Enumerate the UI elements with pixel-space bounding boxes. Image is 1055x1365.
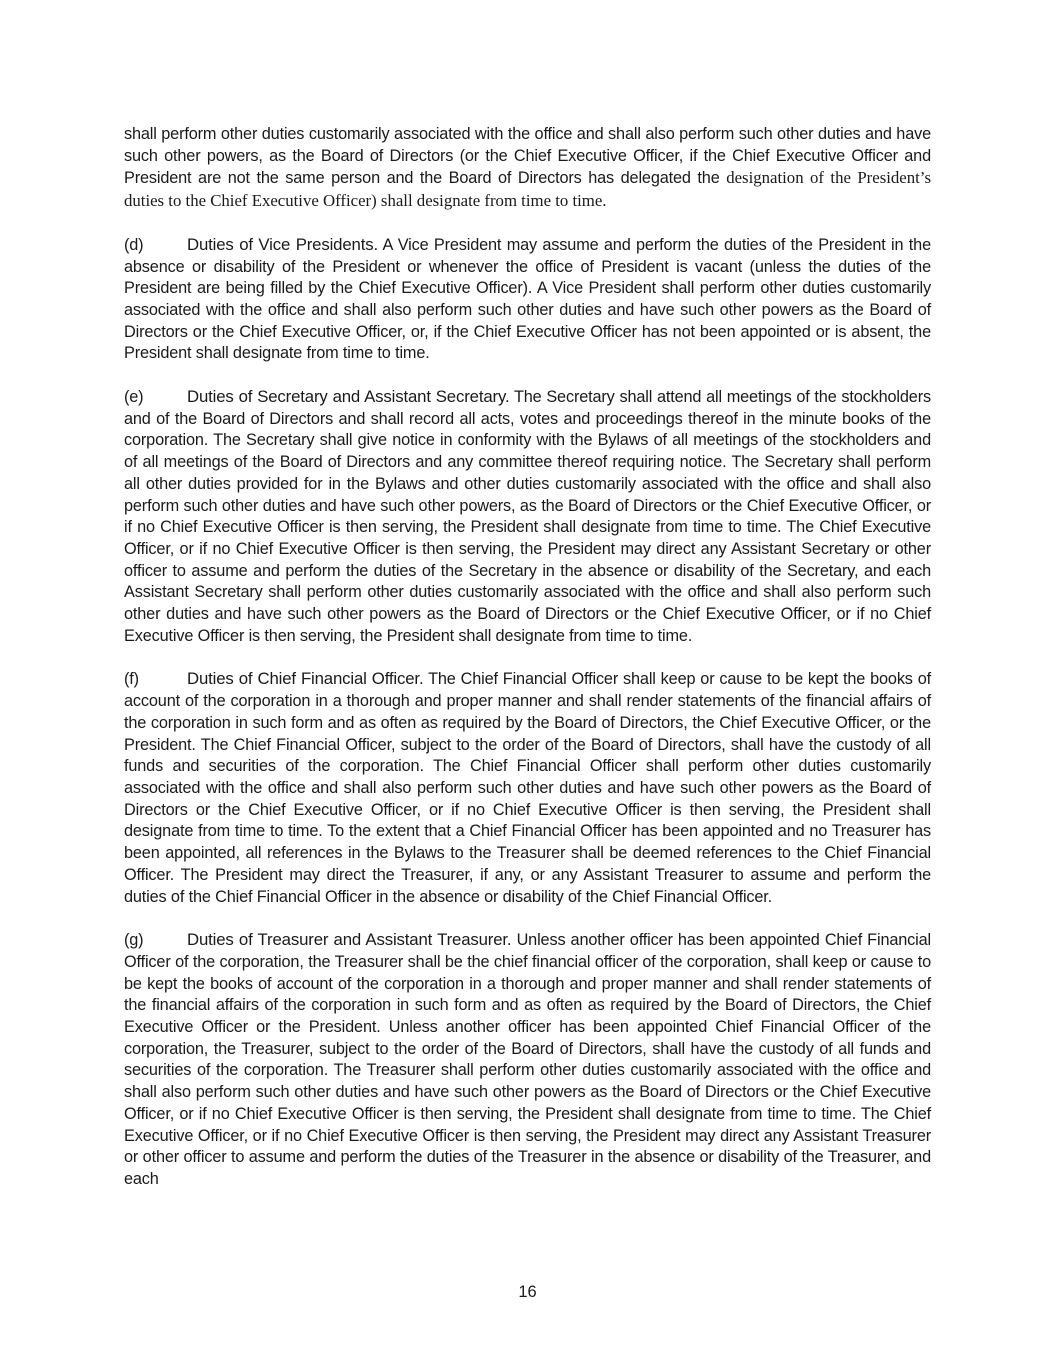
section-e bbox=[124, 386, 931, 647]
section-heading: Duties of Secretary and Assistant Secretary. bbox=[187, 387, 510, 407]
section-d bbox=[124, 234, 931, 365]
continuation-tail: designation of the President’s duties to the Chief Executive Officer) shall designate from time to time. bbox=[124, 168, 931, 211]
section-heading: Duties of Chief Financial Officer. bbox=[187, 669, 424, 689]
continuation-text: shall perform other duties customarily associated with the office and shall also perform such other duties and have such other powers, as the Board of Directors (or the Chief Executive Officer, if the Chief Executive Officer and President are not the same person and the Board of Directors has delegated the bbox=[124, 125, 931, 188]
section-body: Unless another officer has been appointed Chief Financial Officer of the corporation, the Treasurer shall be the chief financial officer of the corporation, shall keep or cause to be kept the books of account of the corporation in a thorough and proper manner and shall render statements of the financial affairs of the corporation in such form and as often as required by the Board of Directors, the Chief Executive Officer or the President. Unless another officer has been appointed Chief Financial Officer of the corporation, the Treasurer, subject to the order of the Board of Directors, shall have the custody of all funds and securities of the corporation. The Treasurer shall perform other duties customarily associated with the office and shall also perform such other duties and have such other powers as the Board of Directors or the Chief Executive Officer, or if no Chief Executive Officer is then serving, the President shall designate from time to time. The Chief Executive Officer, or if no Chief Executive Officer is then serving, the President may direct any Assistant Treasurer or other officer to assume and perform the duties of the Treasurer in the absence or disability of the Treasurer, and each bbox=[124, 931, 931, 1188]
section-label: (g) bbox=[124, 931, 144, 950]
section-label: (e) bbox=[124, 388, 144, 407]
section-f bbox=[124, 668, 931, 908]
section-heading: Duties of Treasurer and Assistant Treasurer. bbox=[187, 930, 512, 950]
section-body: The Secretary shall attend all meetings of the stockholders and of the Board of Directors and shall record all acts, votes and proceedings thereof in the minute books of the corporation. The Secretary shall give notice in conformity with the Bylaws of all meetings of the stockholders and of all meetings of the Board of Directors and any committee thereof requiring notice. The Secretary shall perform all other duties provided for in the Bylaws and other duties customarily associated with the office and shall also perform such other duties and have such other powers, as the Board of Directors or the Chief Executive Officer, or if no Chief Executive Officer is then serving, the President shall designate from time to time. The Chief Executive Officer, or if no Chief Executive Officer is then serving, the President may direct any Assistant Secretary or other officer to assume and perform the duties of the Secretary in the absence or disability of the Secretary, and each Assistant Secretary shall perform other duties customarily associated with the office and shall also perform such other duties and have such other powers as the Board of Directors or the Chief Executive Officer, or if no Chief Executive Officer is then serving, the President shall designate from time to time. bbox=[124, 388, 931, 645]
section-label: (f) bbox=[124, 670, 139, 689]
section-body: A Vice President may assume and perform the duties of the President in the absence or disability of the President or whenever the office of President is vacant (unless the duties of the President are being filled by the Chief Executive Officer). A Vice President shall perform other duties customarily associated with the office and shall also perform such other duties and have such other powers as the Board of Directors or the Chief Executive Officer, or, if the Chief Executive Officer has not been appointed or is absent, the President shall designate from time to time. bbox=[124, 235, 931, 363]
section-label: (d) bbox=[124, 235, 144, 254]
continuation-paragraph bbox=[124, 124, 931, 213]
section-heading: Duties of Vice Presidents. bbox=[187, 234, 378, 254]
page-number: 16 bbox=[518, 1283, 537, 1301]
section-body: The Chief Financial Officer shall keep or cause to be kept the books of account of the corporation in a thorough and proper manner and shall render statements of the financial affairs of the corporation in such form and as often as required by the Board of Directors, the Chief Executive Officer, or the President. The Chief Financial Officer, subject to the order of the Board of Directors, shall have the custody of all funds and securities of the corporation. The Chief Financial Officer shall perform other duties customarily associated with the office and shall also perform such other duties and have such other powers as the Board of Directors or the Chief Executive Officer, or if no Chief Executive Officer is then serving, the President shall designate from time to time. To the extent that a Chief Financial Officer has been appointed and no Treasurer has been appointed, all references in the Bylaws to the Treasurer shall be deemed references to the Chief Financial Officer. The President may direct the Treasurer, if any, or any Assistant Treasurer to assume and perform the duties of the Chief Financial Officer in the absence or disability of the Chief Financial Officer. bbox=[124, 670, 931, 906]
document-page bbox=[124, 124, 931, 1212]
section-g bbox=[124, 929, 931, 1190]
